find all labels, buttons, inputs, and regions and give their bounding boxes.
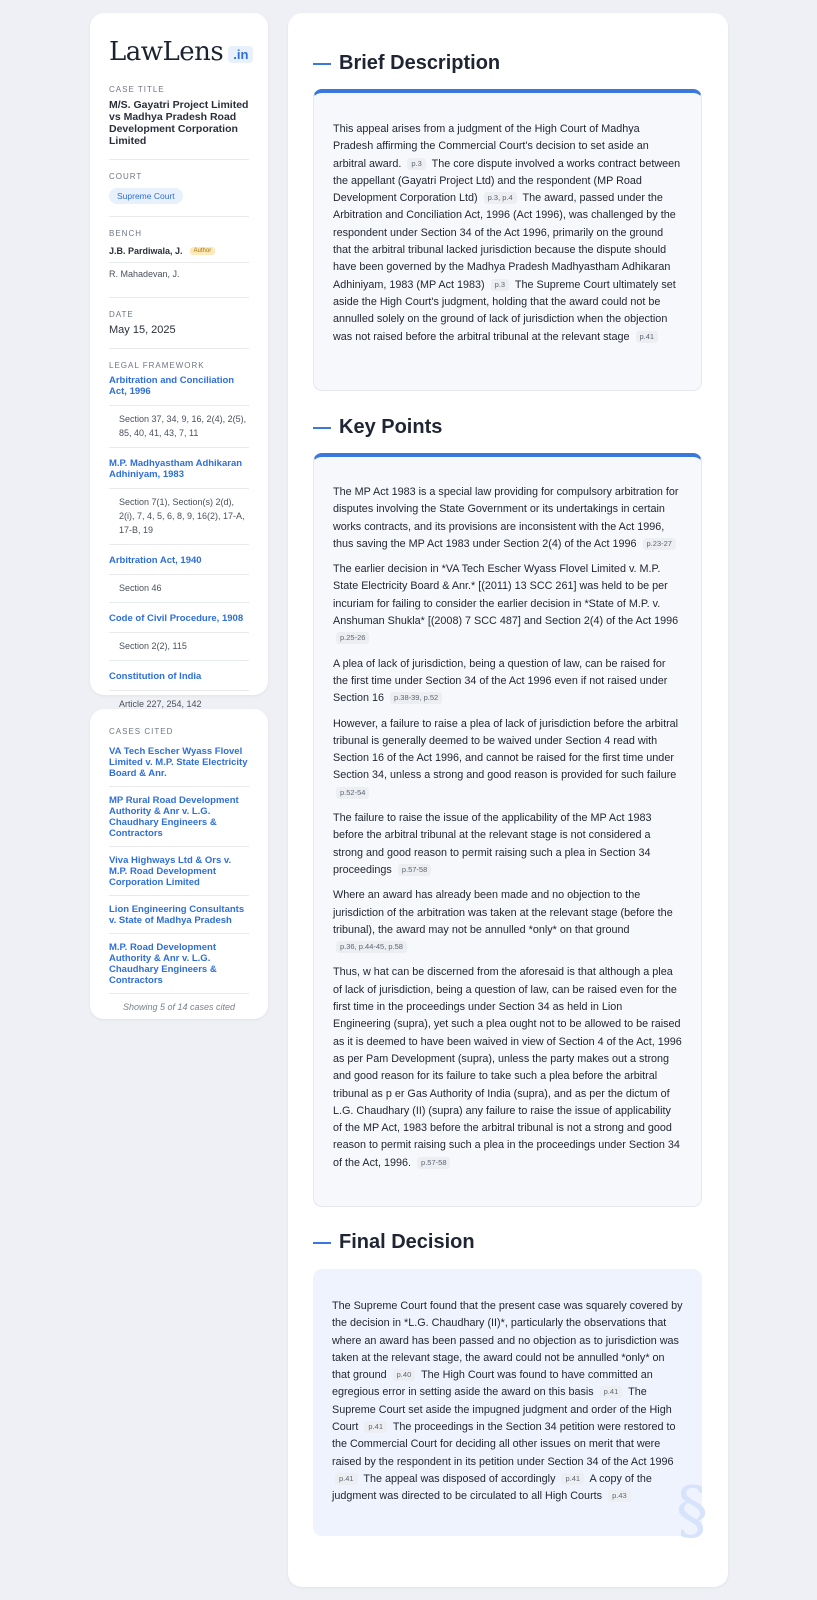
section-title: Final Decision (339, 1231, 475, 1253)
final-decision-text (332, 1298, 683, 1506)
case-details-card (90, 13, 268, 709)
brand-name: LawLens (109, 37, 224, 67)
brand-logo[interactable] (109, 37, 249, 67)
court-label: COURT (109, 172, 143, 181)
page-reference[interactable]: p.43 (608, 1490, 631, 1502)
page-reference[interactable]: p.41 (561, 1473, 584, 1485)
decision-sentence: The proceedings in the Section 34 petition were restored to the Commercial Court for deciding all other issues on merit that were raised by the respondent in its petition under Section 34 of the Act 1996 (332, 1421, 676, 1468)
page-reference[interactable]: p.23-27 (643, 538, 676, 550)
law-link[interactable]: Arbitration Act, 1940 (109, 555, 202, 566)
key-points-box (313, 453, 702, 1207)
cited-case-link[interactable]: Viva Highways Ltd & Ors v. M.P. Road Development Corporation Limited (109, 855, 249, 896)
cited-case-link[interactable]: Lion Engineering Consultants v. State of Madhya Pradesh (109, 904, 249, 934)
page-reference[interactable]: p.41 (636, 331, 659, 343)
law-sections: Section 46 (109, 574, 249, 603)
key-point (333, 561, 682, 647)
law-sections: Section 37, 34, 9, 16, 2(4), 2(5), 85, 40, 41, 43, 7, 11 (109, 405, 249, 448)
date-label: DATE (109, 310, 134, 319)
key-point-text: However, a failure to raise a plea of lack of jurisdiction before the arbitral tribunal is generally deemed to be waived under Section 4 read with Section 16 of the Act 1996, and cannot be raised for the first time under Section 34, unless a strong and good reason is provided for such failure (333, 717, 679, 782)
page-reference[interactable]: p.57-58 (417, 1157, 450, 1169)
section-title: Key Points (339, 416, 443, 438)
law-link[interactable]: Code of Civil Procedure, 1908 (109, 613, 244, 624)
page-reference[interactable]: p.36, p.44-45, p.58 (336, 941, 407, 953)
key-point (333, 484, 682, 553)
judgment-date: May 15, 2025 (109, 324, 176, 336)
brief-description-text (333, 121, 682, 346)
page-reference[interactable]: p.57-58 (398, 864, 431, 876)
cases-cited-card (90, 709, 268, 1019)
page-reference[interactable]: p.38-39, p.52 (390, 692, 442, 704)
law-sections: Article 227, 254, 142 (109, 690, 249, 719)
key-point-text: The failure to raise the issue of the applicability of the MP Act 1983 before the arbitral tribunal at the relevant stage is not considered a strong and good reason to permit raising such a plea in Section 34 proceedings (333, 812, 652, 876)
final-decision-heading (313, 1231, 475, 1254)
section-symbol-icon: § (676, 1474, 708, 1548)
decision-sentence: The Supreme Court set aside the impugned judgment and order of the High Court (332, 1386, 672, 1434)
page-reference[interactable]: p.3 (407, 158, 425, 170)
bench-judge (109, 262, 249, 285)
brief-sentence: The Supreme Court ultimately set aside the High Court's judgment, holding that the award could not be annulled solely on the ground of lack of jurisdiction when the objection was not raised before the arbitral tribunal at the relevant stage (333, 278, 676, 343)
author-tag: Author (190, 247, 216, 255)
page-reference[interactable]: p.3, p.4 (484, 192, 517, 204)
brief-sentence: The core dispute involved a works contract between the appellant (Gayatri Project Ltd) and the respondent (MP Road Development Corporation Ltd) (333, 157, 681, 205)
page-reference[interactable]: p.41 (335, 1473, 358, 1485)
law-link[interactable]: Arbitration and Conciliation Act, 1996 (109, 375, 235, 397)
law-link[interactable]: M.P. Madhyastham Adhikaran Adhiniyam, 1983 (109, 458, 243, 480)
case-title: M/S. Gayatri Project Limited vs Madhya Pradesh Road Development Corporation Limited (109, 99, 249, 147)
law-link[interactable]: Constitution of India (109, 671, 202, 682)
cited-case-link[interactable]: VA Tech Escher Wyass Flovel Limited v. M.P. State Electricity Board & Anr. (109, 746, 249, 787)
page-reference[interactable]: p.52-54 (336, 787, 369, 799)
bench-judge (109, 243, 249, 262)
key-point (333, 656, 682, 708)
page-reference[interactable]: p.40 (393, 1369, 416, 1381)
case-title-section (109, 85, 249, 160)
court-badge: Supreme Court (109, 188, 183, 204)
brief-description-heading (313, 52, 500, 75)
legal-framework-label: LEGAL FRAMEWORK (109, 361, 205, 370)
key-points-heading (313, 416, 442, 439)
decision-sentence: The Supreme Court found that the present case was squarely covered by the decision in *L.G. Chaudhary (II)*, particularly the observations that where an award has been passed and no objection as to jurisdiction was taken at the relevant stage, the award could not be annulled *only* on that ground (332, 1300, 683, 1382)
bench-section (109, 229, 249, 298)
date-section (109, 310, 249, 349)
heading-accent-line (313, 1242, 331, 1244)
key-point-text: A plea of lack of jurisdiction, being a question of law, can be raised for the first time under Section 34 of the Act 1996 even if not raised under Section 16 (333, 657, 668, 705)
key-point-text: Thus, w hat can be discerned from the aforesaid is that although a plea of lack of jurisdiction, being a question of law, can be raised even for the first time in the proceedings under Section 34 as held in Lion Engineering (supra), yet such a plea ought not to be allowed to be raised as it is deemed to have been waived in view of Section 4 of the Act, 1996 as per Pam Development (supra), unless the party makes out a strong and good reason for its failure to take such a plea before the arbitral tribunal as p er Gas Authority of India (supra), and as per the dictum of L.G. Chaudhary (II) (supra) any failure to raise the issue of applicability of the MP Act, 1983 before the arbitral tribunal is not a strong and good reason to permit raising such a plea in the proceedings under Section 34 of the Act, 1996. (333, 966, 682, 1169)
decision-sentence: A copy of the judgment was directed to be circulated to all High Courts (332, 1472, 652, 1503)
judge-name: R. Mahadevan, J. (109, 269, 180, 279)
key-point-text: The earlier decision in *VA Tech Escher Wyass Flovel Limited v. M.P. State Electricity Board & Anr.* [(2011) 13 SCC 261] was held to be per incuriam for failing to consider the earlier decision in *State of M.P. v. Anshuman Shukla* [(2008) 7 SCC 487] and Section 2(4) of the Act 1996 (333, 563, 679, 628)
key-point (333, 810, 682, 879)
judgment-summary-card (288, 13, 728, 1587)
key-point (333, 887, 682, 956)
case-title-label: CASE TITLE (109, 85, 165, 94)
brief-sentence: The award, passed under the Arbitration and Conciliation Act, 1996 (Act 1996), was challenged by the respondent under Section 34 of the Act 1996, primarily on the ground that the arbitral tribunal lacked jurisdiction because the dispute should have been governed by the Madhya Pradesh Madhyastham Adhikaran Adhiniyam, 1983 (MP Act 1983) (333, 192, 676, 291)
law-sections: Section 2(2), 115 (109, 632, 249, 661)
court-section (109, 172, 249, 217)
decision-sentence: The appeal was disposed of accordingly (363, 1472, 556, 1485)
cited-case-link[interactable]: MP Rural Road Development Authority & Anr v. L.G. Chaudhary Engineers & Contractors (109, 795, 249, 847)
final-decision-box (313, 1269, 708, 1548)
page-reference[interactable]: p.25-26 (336, 632, 369, 644)
brand-badge: .in (228, 46, 253, 63)
cases-cited-count: Showing 5 of 14 cases cited (122, 1002, 236, 1012)
cited-case-link[interactable]: M.P. Road Development Authority & Anr v. L.G. Chaudhary Engineers & Contractors (109, 942, 249, 994)
section-title: Brief Description (339, 52, 501, 74)
bench-label: BENCH (109, 229, 143, 238)
page-reference[interactable]: p.3 (491, 279, 509, 291)
law-sections: Section 7(1), Section(s) 2(d), 2(i), 7, 4, 5, 6, 8, 9, 16(2), 17-A, 17-B, 19 (109, 488, 249, 545)
key-point (333, 964, 682, 1172)
cases-cited-label: CASES CITED (109, 727, 174, 736)
decision-sentence: The High Court was found to have committed an egregious error in setting aside the award on this basis (332, 1369, 653, 1399)
page-reference[interactable]: p.41 (600, 1386, 623, 1398)
page-reference[interactable]: p.41 (364, 1421, 387, 1433)
brief-sentence: This appeal arises from a judgment of the High Court of Madhya Pradesh affirming the Commercial Court's decision to set aside an arbitral award. (333, 123, 649, 170)
heading-accent-line (313, 63, 331, 65)
brief-description-box (313, 89, 702, 391)
key-point (333, 716, 682, 802)
key-point-text: The MP Act 1983 is a special law providing for compulsory arbitration for disputes involving the State Government or its undertakings in certain works contracts, and its provisions are inconsistent with the Act 1996, thus saving the MP Act 1983 under Section 2(4) of the Act 1996 (333, 486, 679, 550)
key-point-text: Where an award has already been made and no objection to the jurisdiction of the arbitration was taken at the relevant stage (before the tribunal), the award may not be annulled *only* on that ground (333, 889, 673, 936)
heading-accent-line (313, 427, 331, 429)
judge-name: J.B. Pardiwala, J. (109, 246, 183, 256)
legal-framework-section (109, 361, 249, 719)
